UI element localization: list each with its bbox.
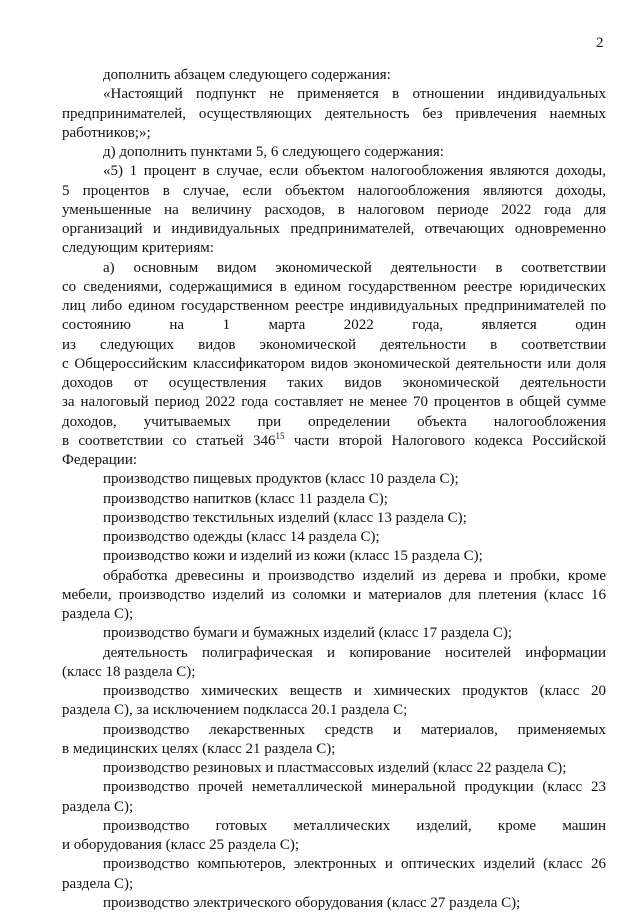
page-number: 2 xyxy=(596,35,604,51)
text-line: лиц либо едином государственном реестре индивидуальных предпринимателей по xyxy=(62,298,606,314)
text-line: состоянию на 1 марта 2022 года, является один xyxy=(62,317,606,334)
text-line: доходов, учитываемых при определении объекта налогообложения xyxy=(62,413,606,430)
text-line: «Настоящий подпункт не применяется в отношении индивидуальных xyxy=(103,86,606,103)
text-line: производство кожи и изделий из кожи (класс 15 раздела С); xyxy=(103,548,483,565)
text-line: и оборудования (класс 25 раздела С); xyxy=(62,837,300,853)
text-line: производство напитков (класс 11 раздела С); xyxy=(103,490,388,507)
text-line: производство лекарственных средств и материалов, применяемых xyxy=(103,721,606,738)
text-line: производство химических веществ и химических продуктов (класс 20 xyxy=(103,683,606,699)
text-line: производство резиновых и пластмассовых изделий (класс 22 раздела С); xyxy=(103,760,567,776)
text-line: раздела С); xyxy=(62,875,134,892)
text-line: производство пищевых продуктов (класс 10 раздела С); xyxy=(103,471,459,488)
text-line: мебели, производство изделий из соломки и материалов для плетения (класс 16 xyxy=(62,586,606,603)
text-line: производство бумаги и бумажных изделий (класс 17 раздела С); xyxy=(103,625,513,642)
text-line: уменьшенные на величину расходов, в налоговом периоде 2022 года для xyxy=(62,201,606,218)
text-line: 5 процентов в случае, если объектом налогообложения являются доходы, xyxy=(62,182,606,199)
text-line: с Общероссийским классификатором видов экономической деятельности или доля xyxy=(62,355,606,372)
text-line: следующим критериям: xyxy=(62,240,214,257)
text-line: работников;»; xyxy=(62,124,151,141)
text-line: производство готовых металлических изделий, кроме машин xyxy=(103,817,606,834)
text-line: производство прочей неметаллической минеральной продукции (класс 23 xyxy=(103,779,606,796)
text-line: деятельность полиграфическая и копирование носителей информации xyxy=(103,644,606,661)
text-line: «5) 1 процент в случае, если объектом налогообложения являются доходы, xyxy=(103,163,606,180)
text-line: производство текстильных изделий (класс 13 раздела С); xyxy=(103,509,467,526)
text-line: доходов от осуществления таких видов экономической деятельности xyxy=(62,375,606,391)
text-line: организаций и индивидуальных предпринимателей, отвечающих одновременно xyxy=(62,221,606,237)
text-line: в соответствии со статьей $346^{15}$ части второй Налогового кодекса Российской xyxy=(62,431,606,449)
text-line: производство электрического оборудования (класс 27 раздела С); xyxy=(103,894,521,911)
text-line: за налоговый период 2022 года составляет не менее 70 процентов в общей сумме xyxy=(62,394,606,411)
text-line: в медицинских целях (класс 21 раздела С); xyxy=(62,740,336,757)
text-line: производство компьютеров, электронных и оптических изделий (класс 26 xyxy=(103,856,606,873)
text-line: д) дополнить пунктами 5, 6 следующего содержания: xyxy=(103,144,444,160)
text-line: со сведениями, содержащимися в едином государственном реестре юридических xyxy=(62,278,606,295)
text-line: производство одежды (класс 14 раздела С); xyxy=(103,529,380,545)
text-line: (класс 18 раздела С); xyxy=(62,663,196,680)
text-line: раздела С); xyxy=(62,606,134,622)
superscript: 15 xyxy=(275,431,285,441)
text-line: обработка древесины и производство изделий из дерева и пробки, кроме xyxy=(103,567,606,584)
text-line: предпринимателей, осуществляющих деятельность без привлечения наемных xyxy=(62,105,606,122)
text-line: раздела С); xyxy=(62,798,134,815)
text-line: из следующих видов экономической деятельности в соответствии xyxy=(62,336,606,353)
text-line: Федерации: xyxy=(62,452,138,468)
text-line: раздела С), за исключением подкласса 20.1 раздела С; xyxy=(62,702,408,719)
text-line: а) основным видом экономической деятельности в соответствии xyxy=(103,259,606,276)
text-line: дополнить абзацем следующего содержания: xyxy=(103,67,391,83)
